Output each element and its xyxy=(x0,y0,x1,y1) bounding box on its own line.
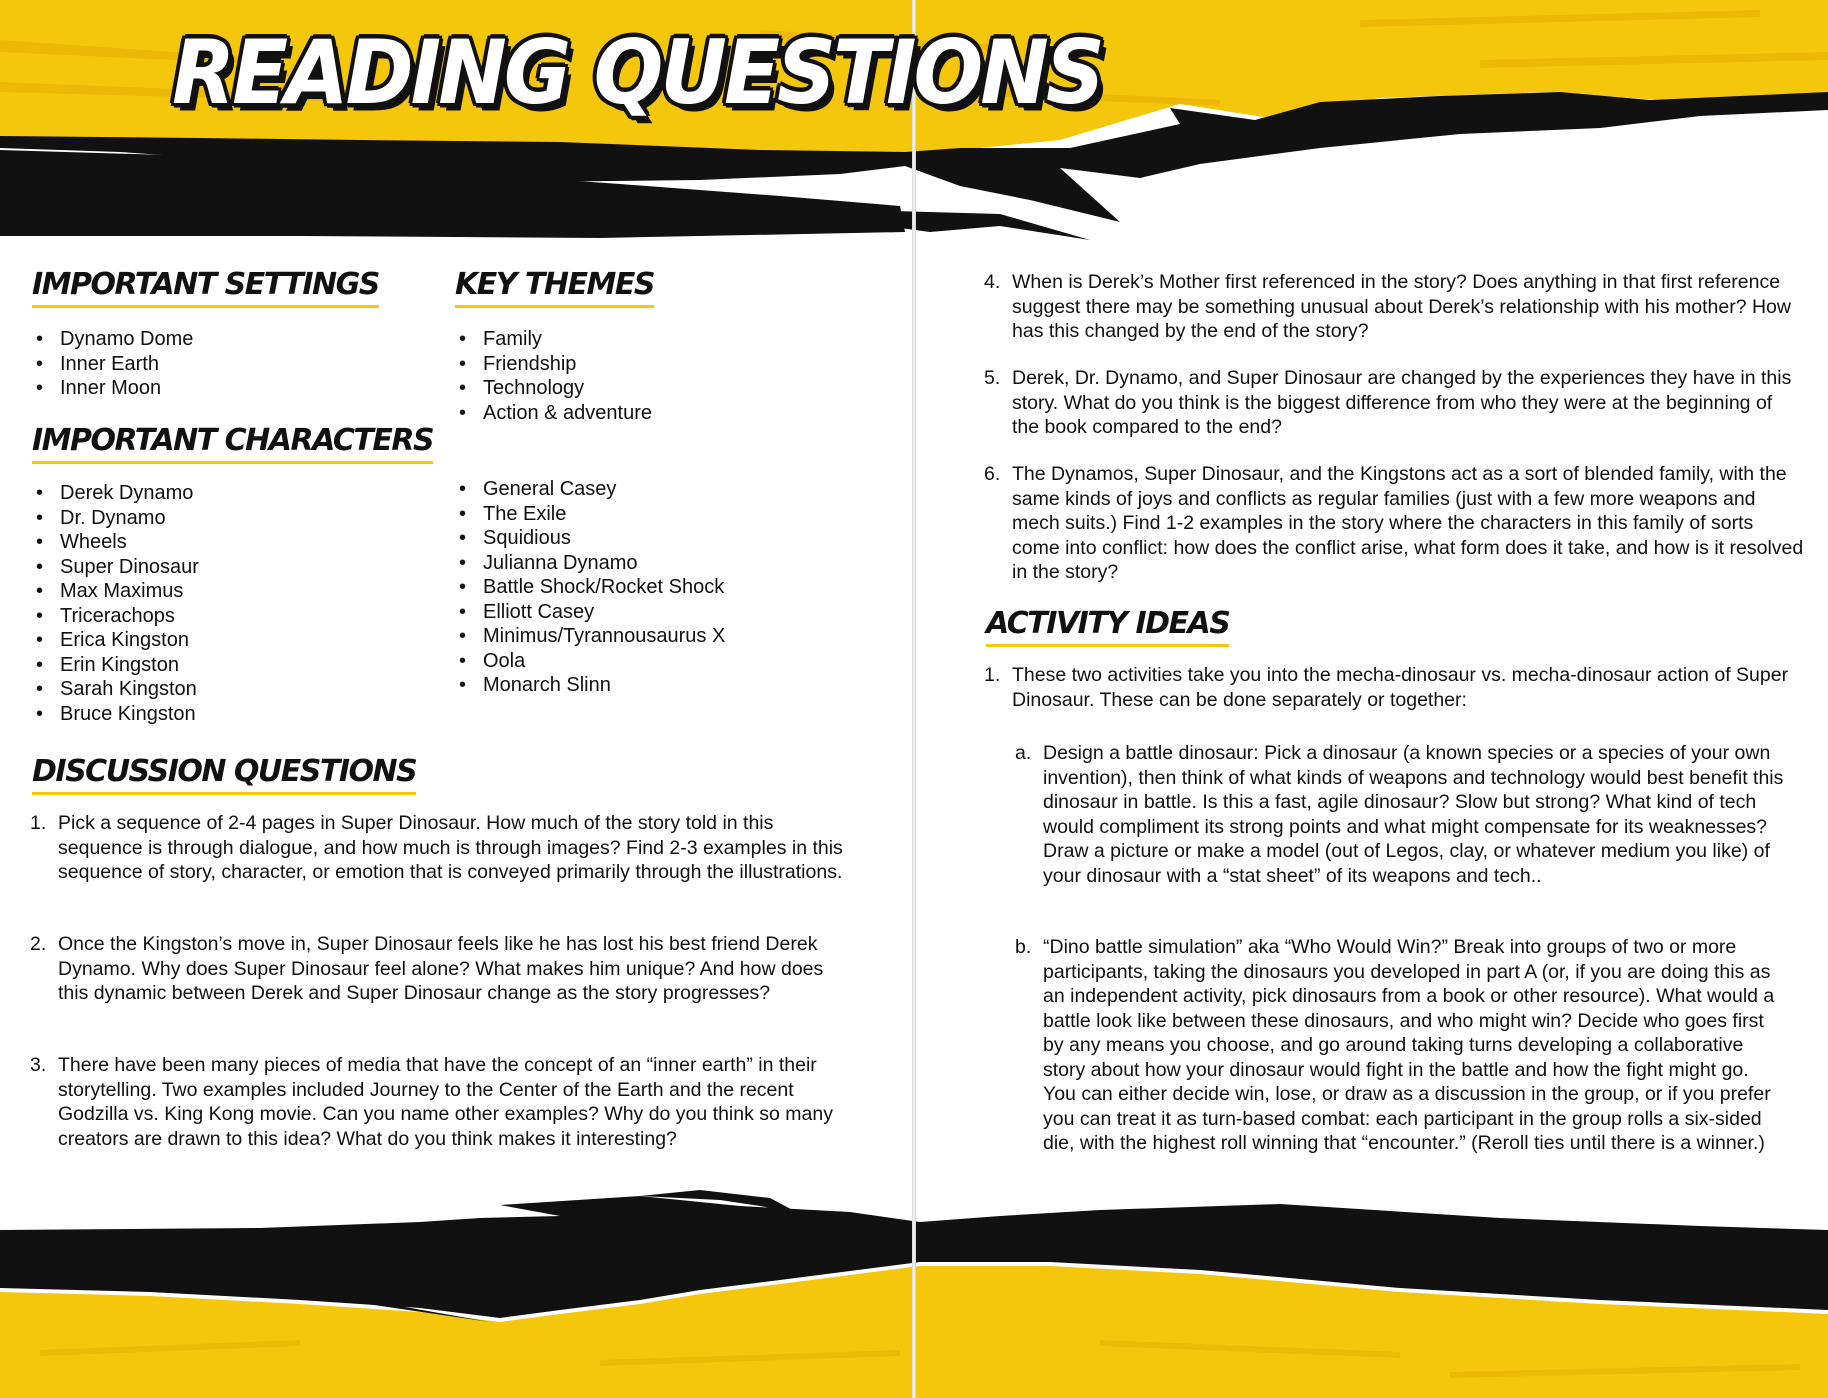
activity-letter: b. xyxy=(1015,936,1032,958)
top-black-bolt xyxy=(860,210,1090,240)
list-item: • Inner Earth xyxy=(32,352,193,377)
question-text: The Dynamos, Super Dinosaur, and the Kingstons act as a sort of blended family, with the same kinds of joys and conflicts as regular families (just with a few more weapons and mech suits.) Find 1-2 examples in the story where the characters in this family of sorts come into conflict: how does the conflict arise, what form does it take, and how is it resolved in the story? xyxy=(1012,463,1804,583)
list-item: • Squidious xyxy=(455,526,725,551)
list-item: • Friendship xyxy=(455,352,652,377)
activity-text: These two activities take you into the mecha-dinosaur vs. mecha-dinosaur action of Super Dinosaur. These can be done separately or together: xyxy=(1012,664,1789,711)
discussion-heading: DISCUSSION QUESTIONS xyxy=(32,755,416,795)
list-item: • Inner Moon xyxy=(32,376,193,401)
list-item: • Sarah Kingston xyxy=(32,677,199,702)
list-item: • Oola xyxy=(455,649,725,674)
themes-list xyxy=(455,327,652,425)
characters-list-col2 xyxy=(455,477,725,698)
characters-heading: IMPORTANT CHARACTERS xyxy=(32,424,433,464)
list-item: • Max Maximus xyxy=(32,579,199,604)
list-item: • The Exile xyxy=(455,502,725,527)
list-item: • Tricerachops xyxy=(32,604,199,629)
question-text: Pick a sequence of 2-4 pages in Super Dinosaur. How much of the story told in this sequence is through dialogue, and how much is through images? Find 2-3 examples in this sequence of story, character, or emotion that is conveyed primarily through the illustrations. xyxy=(58,812,843,883)
list-item: • Julianna Dynamo xyxy=(455,551,725,576)
discussion-question xyxy=(30,932,850,1006)
activities-heading: ACTIVITY IDEAS xyxy=(986,607,1229,647)
list-item: • Monarch Slinn xyxy=(455,673,725,698)
list-item: • Dynamo Dome xyxy=(32,327,193,352)
list-item: • Action & adventure xyxy=(455,401,652,426)
question-number: 4. xyxy=(984,271,1001,293)
discussion-question xyxy=(30,1053,850,1151)
question-text: Derek, Dr. Dynamo, and Super Dinosaur are changed by the experiences they have in this story. What do you think is the biggest difference from who they were at the beginning of the book compared to the end? xyxy=(1012,367,1792,438)
list-item: • Super Dinosaur xyxy=(32,555,199,580)
themes-heading: KEY THEMES xyxy=(455,268,654,308)
list-item: • Minimus/Tyrannousaurus X xyxy=(455,624,725,649)
discussion-question xyxy=(984,366,1804,440)
list-item: • Wheels xyxy=(32,530,199,555)
list-item: • Battle Shock/Rocket Shock xyxy=(455,575,725,600)
activity-subitem xyxy=(1015,741,1785,888)
activity-item xyxy=(984,663,1794,712)
question-number: 3. xyxy=(30,1054,47,1076)
list-item: • Erica Kingston xyxy=(32,628,199,653)
discussion-question xyxy=(984,462,1804,585)
list-item: • Erin Kingston xyxy=(32,653,199,678)
activity-text: Design a battle dinosaur: Pick a dinosaur (a known species or a species of your own invention), then think of what kinds of weapons and technology would best benefit this dinosaur in battle. Is this a fast, agile dinosaur? Slow but strong? What kind of tech would compliment its strong points and what might compensate for its weaknesses? Draw a picture or make a model (out of Legos, clay, or whatever medium you like) of your dinosaur with a “stat sheet” of its weapons and tech.. xyxy=(1043,742,1784,887)
activity-subitem xyxy=(1015,935,1785,1156)
question-text: There have been many pieces of media that have the concept of an “inner earth” in their storytelling. Two examples included Journey to the Center of the Earth and the recent Godzilla vs. King Kong movie. Can you name other examples? Why do you think so many creators are drawn to this idea? What do you think makes it interesting? xyxy=(58,1054,833,1150)
question-text: Once the Kingston’s move in, Super Dinosaur feels like he has lost his best friend Derek Dynamo. Why does Super Dinosaur feel alone? What makes him unique? And how does this dynamic between Derek and Super Dinosaur change as the story progresses? xyxy=(58,933,824,1004)
activity-letter: a. xyxy=(1015,742,1032,764)
list-item: • Derek Dynamo xyxy=(32,481,199,506)
question-number: 5. xyxy=(984,367,1001,389)
activity-text: “Dino battle simulation” aka “Who Would Win?” Break into groups of two or more participants, taking the dinosaurs you developed in part A (or, if you are doing this as an independent activity, pick dinosaurs from a book or other resource). What would a battle look like between these dinosaurs, and who might win? Decide who goes first by any means you choose, and go around taking turns developing a collaborative story about how your dinosaur would fight in the battle and how the fight might go. You can either decide win, lose, or draw as a discussion in the group, or if you prefer you can treat it as turn-based combat: each participant in the group rolls a six-sided die, with the highest roll winning that “encounter.” (Reroll ties until there is a winner.) xyxy=(1043,936,1775,1154)
settings-heading: IMPORTANT SETTINGS xyxy=(32,268,379,308)
page-title: READING QUESTIONS xyxy=(172,22,1102,125)
question-number: 2. xyxy=(30,933,47,955)
characters-list-col1 xyxy=(32,481,199,726)
list-item: • Technology xyxy=(455,376,652,401)
list-item: • Dr. Dynamo xyxy=(32,506,199,531)
discussion-question xyxy=(30,811,850,885)
list-item: • Family xyxy=(455,327,652,352)
question-text: When is Derek’s Mother first referenced in the story? Does anything in that first reference suggest there may be something unusual about Derek’s relationship with his mother? How has this changed by the end of the story? xyxy=(1012,271,1791,342)
settings-list xyxy=(32,327,193,401)
page-gutter xyxy=(912,0,916,1398)
list-item: • Bruce Kingston xyxy=(32,702,199,727)
question-number: 6. xyxy=(984,463,1001,485)
list-item: • General Casey xyxy=(455,477,725,502)
discussion-question xyxy=(984,270,1804,344)
activity-number: 1. xyxy=(984,664,1001,686)
question-number: 1. xyxy=(30,812,47,834)
list-item: • Elliott Casey xyxy=(455,600,725,625)
